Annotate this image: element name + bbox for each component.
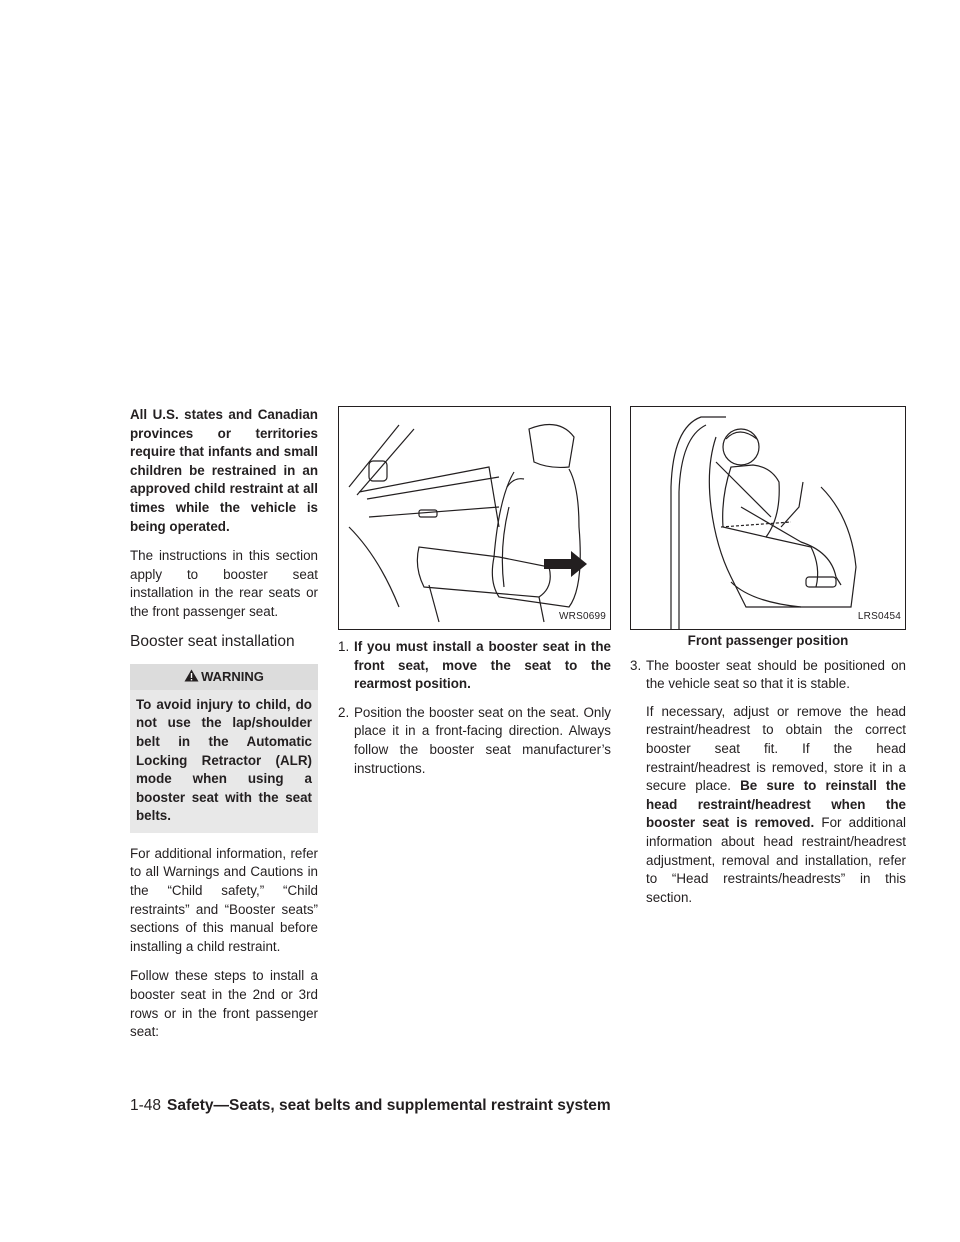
step-3 xyxy=(630,657,906,908)
column-right xyxy=(630,406,906,917)
figure-front-seat xyxy=(338,406,611,630)
additional-info-paragraph: For additional information, refer to all Warnings and Cautions in the “Child safety,” “Child restraints” and “Booster seats” sections of this manual before installing a child restraint. xyxy=(130,845,318,954)
step-number: 3. xyxy=(630,657,642,673)
section-heading: Booster seat installation xyxy=(130,632,295,650)
figure-code: WRS0699 xyxy=(559,611,606,623)
section-title: Safety—Seats, seat belts and supplemental restraint system xyxy=(167,1097,611,1114)
booster-seat-illustration xyxy=(631,407,905,629)
step-number: 2. xyxy=(338,704,350,720)
step-3-detail-a: If necessary, adjust or remove the head restraint/headrest to obtain the correct booster seat fit. If the head restraint/headrest is removed, store it in a secure place. xyxy=(646,703,906,794)
steps-list xyxy=(630,657,906,908)
warning-triangle-icon xyxy=(184,669,199,682)
column-middle xyxy=(338,406,611,788)
follow-steps-paragraph: Follow these steps to install a booster seat in the 2nd or 3rd rows or in the front passenger seat: xyxy=(130,968,318,1040)
warning-text: To avoid injury to child, do not use the lap/shoulder belt in the Automatic Locking Retractor (ALR) mode when using a booster seat with the seat belts. xyxy=(130,690,318,833)
step-3-detail-b: For additional information about head restraint/headrest adjustment, removal and installation, refer to “Head restraints/headrests” in this section. xyxy=(646,815,906,905)
column-left xyxy=(130,406,318,1053)
figure-booster-seat xyxy=(630,406,906,630)
step-1 xyxy=(338,638,611,694)
step-3-detail-bold: Be sure to reinstall the head restraint/headrest when the booster seat is removed. xyxy=(646,778,906,831)
step-text: The booster seat should be positioned on the vehicle seat so that it is stable. xyxy=(646,657,906,692)
figure-code: LRS0454 xyxy=(857,611,901,623)
step-text: If you must install a booster seat in the front seat, move the seat to the rearmost position. xyxy=(354,639,611,692)
step-2 xyxy=(338,704,611,778)
steps-list xyxy=(338,638,611,778)
step-number: 1. xyxy=(338,639,350,654)
intro-paragraph: The instructions in this section apply to booster seat installation in the rear seats or the front passenger seat. xyxy=(130,548,318,619)
page-footer xyxy=(130,1097,611,1115)
figure-caption: Front passenger position xyxy=(687,633,849,648)
step-text: Position the booster seat on the seat. Only place it in a front-facing direction. Always follow the booster seat manufacturer’s instructions. xyxy=(354,704,611,776)
front-seat-illustration xyxy=(339,407,610,629)
warning-header xyxy=(130,664,318,690)
intro-bold-paragraph: All U.S. states and Canadian provinces or territories require that infants and small children be restrained in an approved child restraint at all times while the vehicle is being operated. xyxy=(130,407,318,534)
warning-title: WARNING xyxy=(201,669,264,685)
page-number: 1-48 xyxy=(130,1097,162,1114)
step-3-detail xyxy=(646,703,906,908)
